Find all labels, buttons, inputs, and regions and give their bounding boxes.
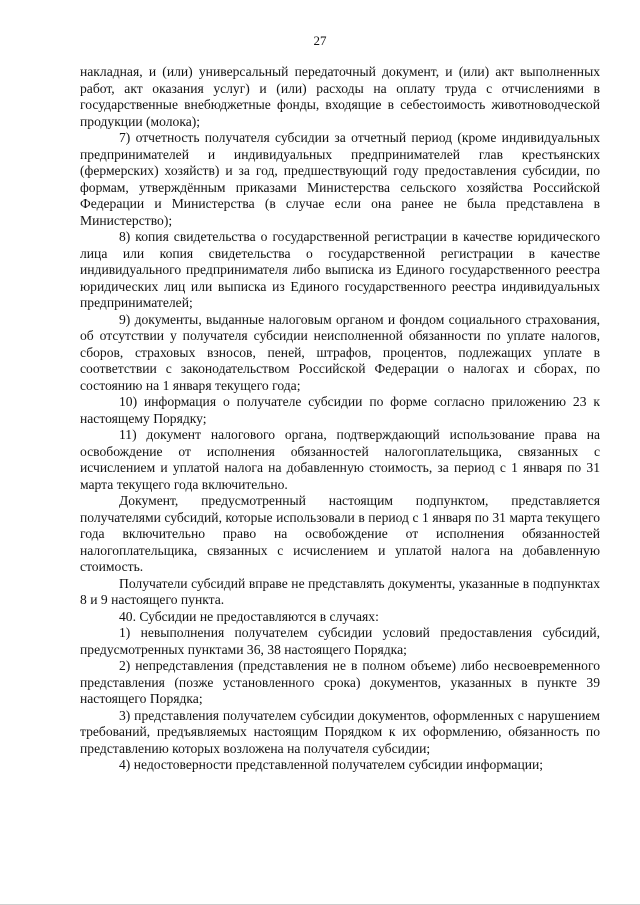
paragraph-case-2: 2) непредставления (представления не в полном объеме) либо несвоевременного представления (позже установленного срока) документов, указанных в пункте 39 настоящего Порядка; bbox=[80, 658, 600, 706]
paragraph-item-10: 10) информация о получателе субсидии по форме согласно приложению 23 к настоящему Порядку; bbox=[80, 394, 600, 426]
page-number: 27 bbox=[313, 33, 327, 48]
paragraph-item-9: 9) документы, выданные налоговым органом и фондом социального страхования, об отсутствии у получателя субсидии неисполненной обязанности по уплате налогов, сборов, страховых взносов, пеней, штрафов, процентов, подлежащих уплате в соответствии с законодательством Российской Федерации о налогах и сборах, по состоянию на 1 января текущего года; bbox=[80, 311, 600, 393]
paragraph-section-40-heading: 40. Субсидии не предоставляются в случаях: bbox=[119, 608, 379, 624]
paragraph-item-11: 11) документ налогового органа, подтверждающий использование права на освобождение от исполнения обязанностей налогоплательщика, связанных с исчислением и уплатой налога на добавленную стоимость, за период с 1 января по 31 марта текущего года включительно. bbox=[80, 427, 600, 492]
paragraph-case-1: 1) невыполнения получателем субсидии условий предоставления субсидий, предусмотренных пунктами 36, 38 настоящего Порядка; bbox=[80, 625, 600, 657]
paragraph-case-4: 4) недостоверности представленной получателем субсидии информации; bbox=[119, 757, 544, 772]
paragraph-optional-documents: Получатели субсидий вправе не представлять документы, указанные в подпунктах 8 и 9 настоящего пункта. bbox=[80, 575, 600, 607]
paragraph-item-7: 7) отчетность получателя субсидии за отчетный период (кроме индивидуальных предпринимателей и индивидуальных предпринимателей глав крестьянских (фермерских) хозяйств) и за год, предшествующий году предоставления субсидии, по формам, утверждённым приказами Министерства сельского хозяйства Российской Федерации и Министерства (в случае если она ранее не была представлена в Министерство); bbox=[80, 130, 600, 228]
paragraph-document-note: Документ, предусмотренный настоящим подпунктом, представляется получателями субсидий, которые использовали в период с 1 января по 31 марта текущего года включительно право на освобождение от исполнения обязанностей налогоплательщика, связанных с исчислением и уплатой налога на добавленную стоимость. bbox=[80, 493, 600, 574]
document-body bbox=[80, 64, 600, 774]
paragraph-case-3: 3) представления получателем субсидии документов, оформленных с нарушением требований, предъявляемых настоящим Порядком к их оформлению, обязанность по представлению которых возложена на получателя субсидии; bbox=[80, 707, 600, 756]
paragraph-item-8: 8) копия свидетельства о государственной регистрации в качестве юридического лица или копия свидетельства о государственной регистрации в качестве индивидуального предпринимателя либо выписка из Единого государственного реестра юридических лиц или выписка из Единого государственного реестра индивидуальных предпринимателей; bbox=[80, 229, 600, 310]
paragraph-continuation: накладная, и (или) универсальный передаточный документ, и (или) акт выполненных работ, акт оказания услуг) и (или) расходы на оплату труда с отчислениями в государственные внебюджетные фонды, входящие в себестоимость животноводческой продукции (молока); bbox=[80, 64, 600, 129]
